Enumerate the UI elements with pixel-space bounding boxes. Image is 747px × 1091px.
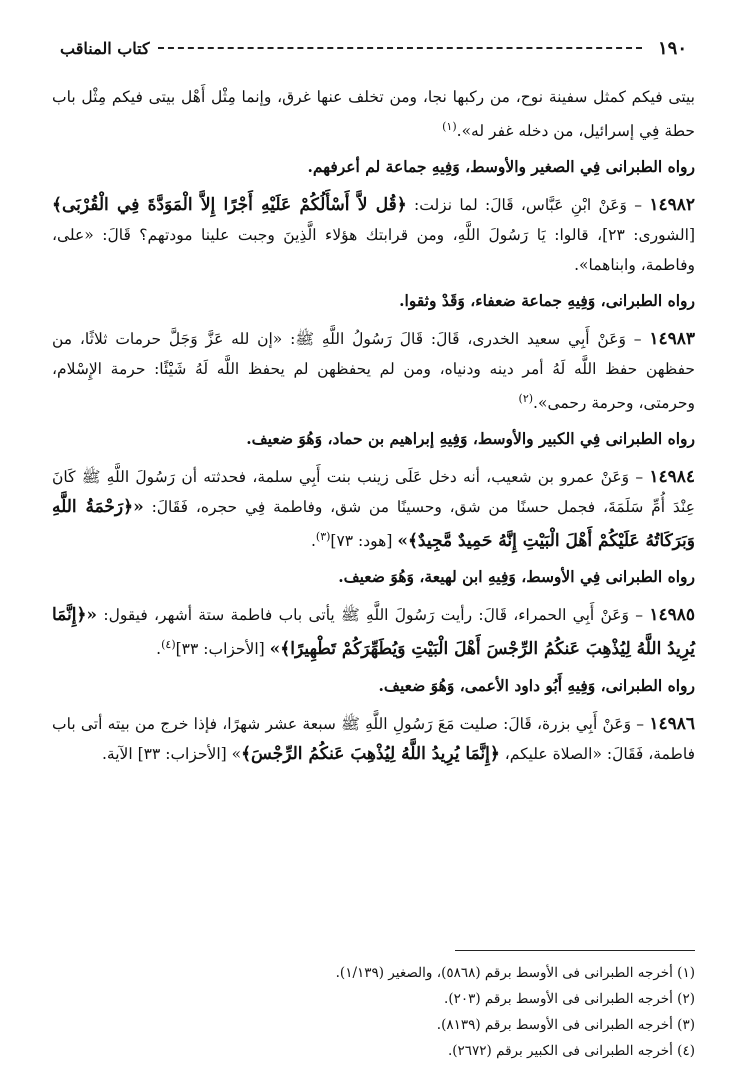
hadith-14986: ١٤٩٨٦ – وَعَنْ أَبِي بزرة، قَالَ: صليت مَعَ رَسُولِ اللَّهِ ﷺ سبعة عشر شهرًا، فإذا خرج من بيته أتى باب فاطمة، فَقَالَ: «الصلاة عليكم، ﴿إِنَّمَا يُرِيدُ اللَّهُ لِيُذْهِبَ عَنكُمُ الرِّجْسَ﴾» [الأحزاب: ٣٣] الآية. bbox=[52, 713, 695, 764]
hadith-14984: ١٤٩٨٤ – وَعَنْ عمرو بن شعيب، أنه دخل عَلَى زينب بنت أَبِي سلمة، فحدثته أن رَسُولَ اللَّهِ ﷺ كَانَ عِنْدَ أُمِّ سَلَمَةَ، فجمل حسنًا من شق، وحسينًا من شق، وفاطمة فِي حجره، فَقَالَ: «﴿رَحْمَةُ اللَّهِ وَبَرَكَاتُهُ عَلَيْكُمْ أَهْلَ الْبَيْتِ إِنَّهُ حَمِيدٌ مَّجِيدٌ﴾» [هود: ٧٣]$^{(٣)}$. bbox=[52, 467, 695, 552]
footnote: (١) أخرجه الطبرانى فى الأوسط برقم (٥٨٦٨)، والصغير (١/١٣٩). bbox=[335, 965, 695, 981]
running-header bbox=[60, 36, 687, 60]
continuation-paragraph: بيتى فيكم كمثل سفينة نوح، من ركبها نجا، ومن تخلف عنها غرق، وإنما مِثْل أَهْل بيتى فيكم مِثْل باب حطة فِي إسرائيل، من دخله غفر له».$^{(١)}$ bbox=[52, 88, 695, 141]
hadith-14983: ١٤٩٨٣ – وَعَنْ أَبِي سعيد الخدرى، قَالَ: قَالَ رَسُولُ اللَّهِ ﷺ: «إن لله عَزَّ وَجَلَّ حرمات ثلاثًا، من حفظهن حفظ اللَّه لَهُ أمر دينه ودنياه، ومن لم يحفظهن لم يحفظ اللَّه لَهُ شَيْئًا: حرمة الإِسْلام، وحرمتى، وحرمة رحمى».$^{(٢)}$ bbox=[52, 329, 695, 413]
footnote: (٢) أخرجه الطبرانى فى الأوسط برقم (٢٠٣). bbox=[444, 991, 695, 1007]
hadith-number: ١٤٩٨٤ bbox=[649, 467, 695, 488]
quran-verse: «﴿رَحْمَةُ اللَّهِ وَبَرَكَاتُهُ عَلَيْكُمْ أَهْلَ الْبَيْتِ إِنَّهُ حَمِيدٌ مَّجِيدٌ﴾» bbox=[52, 497, 695, 552]
quran-verse: ﴿قُل لاَّ أَسْأَلُكُمْ عَلَيْهِ أَجْرًا إِلاَّ الْمَوَدَّةَ فِي الْقُرْبَى﴾ bbox=[52, 195, 407, 216]
hadith-number: ١٤٩٨٦ bbox=[649, 713, 695, 734]
hadith-number: ١٤٩٨٥ bbox=[649, 605, 695, 626]
footnote: (٤) أخرجه الطبرانى فى الكبير برقم (٢٦٧٢). bbox=[447, 1043, 695, 1059]
hadith-14982: ١٤٩٨٢ – وَعَنْ ابْنِ عَبَّاس، قَالَ: لما نزلت: ﴿قُل لاَّ أَسْأَلُكُمْ عَلَيْهِ أَجْرًا إِلاَّ الْمَوَدَّةَ فِي الْقُرْبَى﴾ [الشورى: ٢٣]، قالوا: يَا رَسُولَ اللَّهِ، ومن قرابتك هؤلاء الَّذِينَ وجبت علينا مودتهم؟ قَالَ: «على، وفاطمة، وابناهما». bbox=[52, 195, 695, 275]
quran-verse: ﴿إِنَّمَا يُرِيدُ اللَّهُ لِيُذْهِبَ عَنكُمُ الرِّجْسَ﴾ bbox=[241, 743, 500, 764]
footnote-ref: (٣) bbox=[315, 530, 331, 544]
source-line: رواه الطبرانى، وَفِيهِ جماعة ضعفاء، وَقَدْ وثقوا. bbox=[399, 291, 695, 311]
footnotes bbox=[52, 960, 695, 1064]
source-line: رواه الطبرانى فِي الأوسط، وَفِيهِ ابن لهيعة، وَهُوَ ضعيف. bbox=[338, 567, 695, 587]
source-line: رواه الطبرانى فِي الكبير والأوسط، وَفِيهِ إبراهيم بن حماد، وَهُوَ ضعيف. bbox=[246, 429, 695, 449]
book-title: كتاب المناقب bbox=[60, 38, 150, 58]
footnote-ref: (٤) bbox=[161, 638, 176, 652]
source-line: رواه الطبرانى، وَفِيهِ أَبُو داود الأعمى، وَهُوَ ضعيف. bbox=[378, 675, 695, 695]
footnote-separator bbox=[455, 950, 695, 951]
hadith-14985: ١٤٩٨٥ – وَعَنْ أَبِي الحمراء، قَالَ: رأيت رَسُولَ اللَّهِ ﷺ يأتى باب فاطمة ستة أشهر، فيقول: «﴿إِنَّمَا يُرِيدُ اللَّهُ لِيُذْهِبَ عَنكُمُ الرِّجْسَ أَهْلَ الْبَيْتِ وَيُطَهِّرَكُمْ تَطْهِيرًا﴾» [الأحزاب: ٣٣]$^{(٤)}$. bbox=[52, 605, 695, 660]
quran-verse: «﴿إِنَّمَا يُرِيدُ اللَّهُ لِيُذْهِبَ عَنكُمُ الرِّجْسَ أَهْلَ الْبَيْتِ وَيُطَهِّرَكُمْ تَطْهِيرًا﴾» bbox=[52, 605, 695, 660]
header-dashed-rule bbox=[158, 47, 642, 49]
footnote: (٣) أخرجه الطبرانى فى الأوسط برقم (٨١٣٩). bbox=[436, 1017, 695, 1033]
footnote-ref: (٢) bbox=[518, 392, 534, 406]
page-number: ١٩٠ bbox=[657, 37, 687, 59]
hadith-number: ١٤٩٨٣ bbox=[649, 329, 695, 350]
footnote-ref: (١) bbox=[442, 120, 457, 133]
page-body bbox=[52, 82, 695, 775]
hadith-number: ١٤٩٨٢ bbox=[649, 195, 695, 216]
source-line: رواه الطبرانى فِي الصغير والأوسط، وَفِيهِ جماعة لم أعرفهم. bbox=[307, 157, 695, 177]
